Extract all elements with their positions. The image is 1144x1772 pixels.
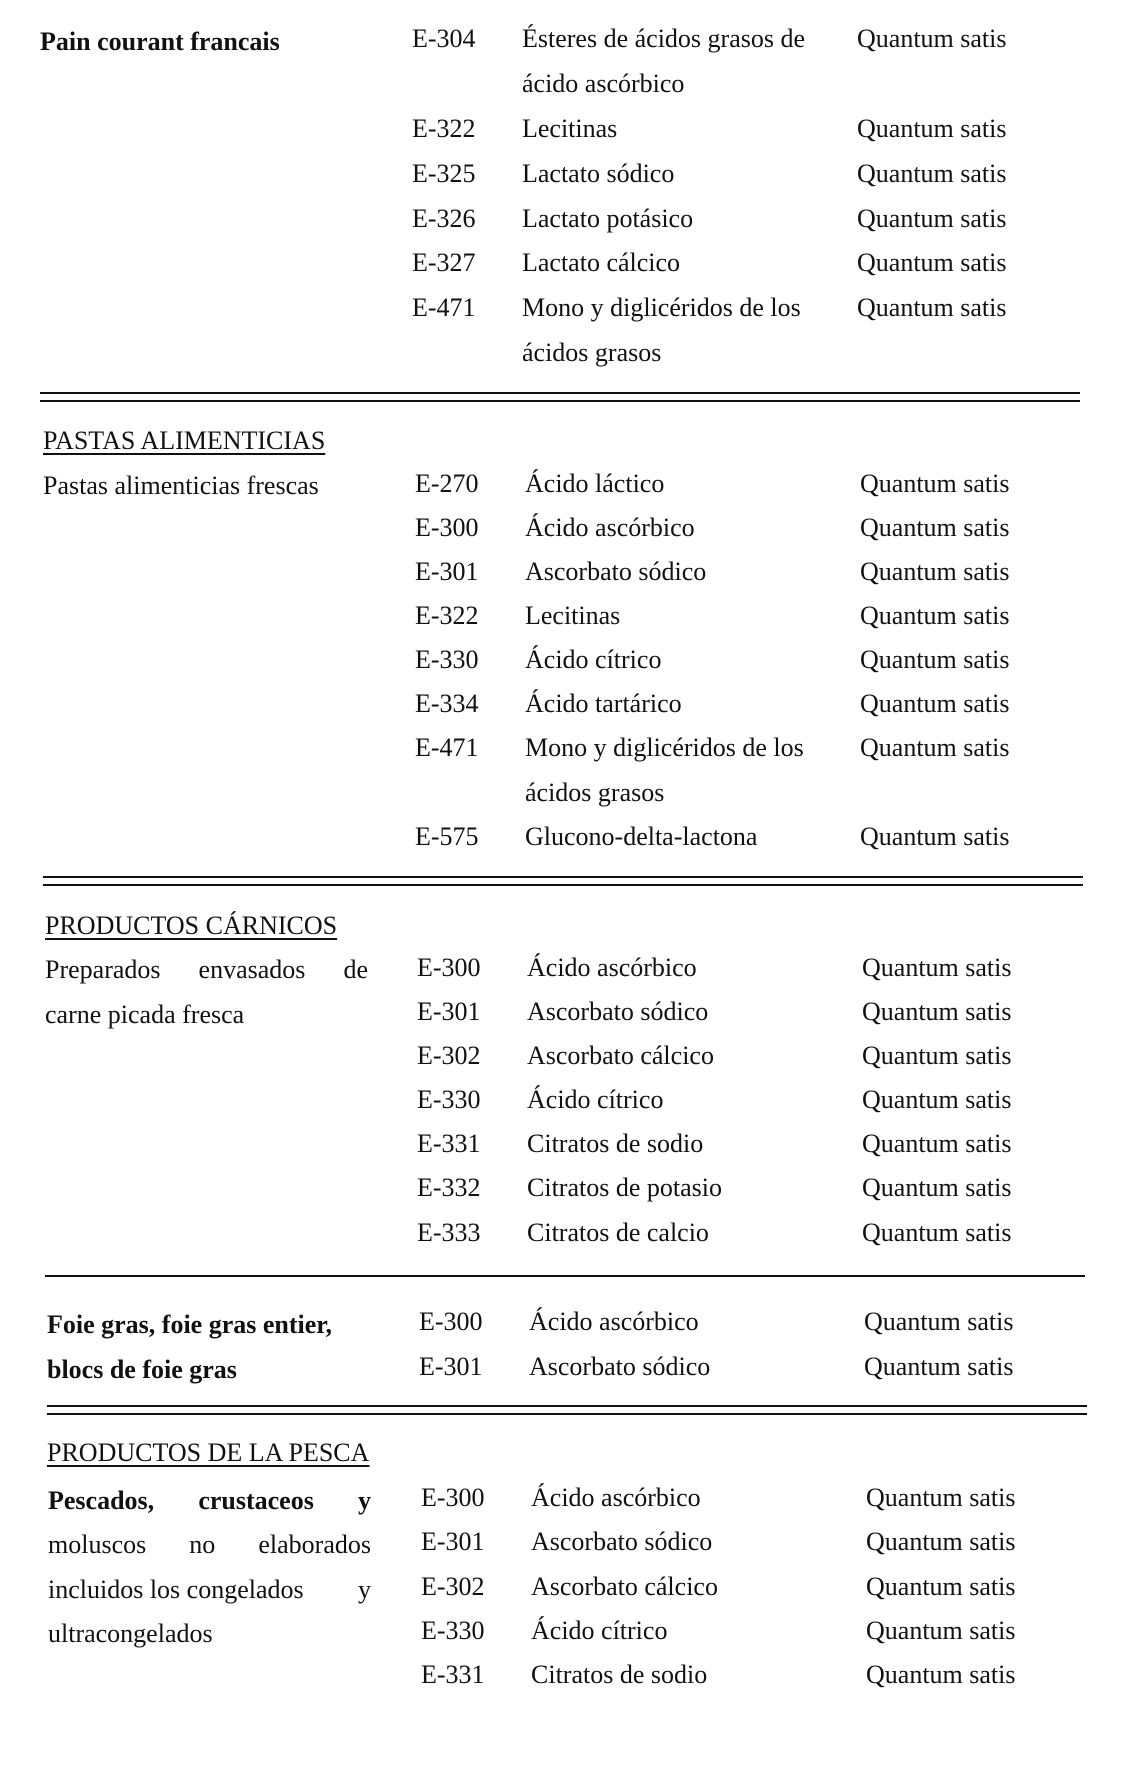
additive-name-continued: ácidos grasos <box>525 778 665 807</box>
additive-name: Ascorbato sódico <box>529 1352 711 1381</box>
additive-code: E-300 <box>417 953 481 982</box>
additive-name-continued: ácido ascórbico <box>522 69 685 98</box>
section-heading: PRODUCTOS CÁRNICOS <box>45 911 338 940</box>
additive-dose: Quantum satis <box>866 1572 1016 1601</box>
additive-dose: Quantum satis <box>860 822 1010 851</box>
additive-dose: Quantum satis <box>857 24 1007 53</box>
additive-code: E-330 <box>421 1616 485 1645</box>
additive-code: E-301 <box>421 1527 485 1556</box>
additive-name: Ácido láctico <box>525 469 665 498</box>
additive-code: E-300 <box>421 1483 485 1512</box>
additive-dose: Quantum satis <box>862 1085 1012 1114</box>
additive-dose: Quantum satis <box>862 953 1012 982</box>
category-word: de <box>343 955 368 984</box>
additive-dose: Quantum satis <box>860 689 1010 718</box>
section-divider <box>47 1405 1087 1415</box>
additive-dose: Quantum satis <box>860 733 1010 762</box>
section-divider <box>45 1275 1085 1277</box>
additive-code: E-301 <box>419 1352 483 1381</box>
additive-dose: Quantum satis <box>862 1173 1012 1202</box>
additive-dose: Quantum satis <box>864 1352 1014 1381</box>
additive-dose: Quantum satis <box>857 293 1007 322</box>
additive-code: E-471 <box>412 293 476 322</box>
additive-name: Lecitinas <box>522 114 618 143</box>
additive-dose: Quantum satis <box>857 159 1007 188</box>
additive-dose: Quantum satis <box>857 248 1007 277</box>
category-label-continued: carne picada fresca <box>45 1000 245 1029</box>
additive-dose: Quantum satis <box>857 204 1007 233</box>
additive-code: E-330 <box>415 645 479 674</box>
category-word: envasados <box>198 955 306 984</box>
additive-name: Citratos de potasio <box>527 1173 722 1202</box>
additive-name: Citratos de sodio <box>527 1129 704 1158</box>
additive-name: Ácido ascórbico <box>529 1307 699 1336</box>
additive-name: Ascorbato sódico <box>527 997 709 1026</box>
additive-name: Ácido ascórbico <box>525 513 695 542</box>
additive-dose: Quantum satis <box>866 1616 1016 1645</box>
section-heading: PRODUCTOS DE LA PESCA <box>47 1438 370 1467</box>
additive-name: Ascorbato cálcico <box>527 1041 714 1070</box>
additive-name: Ascorbato sódico <box>525 557 707 586</box>
additive-name: Citratos de sodio <box>531 1660 708 1689</box>
additive-name: Lactato sódico <box>522 159 675 188</box>
additive-dose: Quantum satis <box>862 1041 1012 1070</box>
additive-code: E-300 <box>415 513 479 542</box>
additive-code: E-471 <box>415 733 479 762</box>
additive-code: E-322 <box>415 601 479 630</box>
additive-code: E-322 <box>412 114 476 143</box>
additive-name: Lactato cálcico <box>522 248 681 277</box>
additive-name: Lecitinas <box>525 601 621 630</box>
additive-code: E-334 <box>415 689 479 718</box>
additive-dose: Quantum satis <box>860 645 1010 674</box>
category-label-continued <box>48 1575 371 1605</box>
category-word: crustaceos <box>198 1486 314 1515</box>
additive-code: E-302 <box>421 1572 485 1601</box>
additive-code: E-301 <box>415 557 479 586</box>
additive-dose: Quantum satis <box>860 557 1010 586</box>
additive-name: Glucono-delta-lactona <box>525 822 758 851</box>
additive-code: E-325 <box>412 159 476 188</box>
additive-dose: Quantum satis <box>862 997 1012 1026</box>
additive-code: E-331 <box>417 1129 481 1158</box>
additive-name: Lactato potásico <box>522 204 694 233</box>
additive-dose: Quantum satis <box>864 1307 1014 1336</box>
additive-code: E-326 <box>412 204 476 233</box>
additive-name: Ésteres de ácidos grasos de <box>522 24 806 53</box>
additive-name: Ácido cítrico <box>527 1085 664 1114</box>
additive-name: Ascorbato cálcico <box>531 1572 718 1601</box>
additive-code: E-332 <box>417 1173 481 1202</box>
additive-code: E-327 <box>412 248 476 277</box>
category-label: Pastas alimenticias frescas <box>43 471 319 500</box>
additive-dose: Quantum satis <box>866 1527 1016 1556</box>
additive-code: E-331 <box>421 1660 485 1689</box>
additive-dose: Quantum satis <box>860 469 1010 498</box>
category-label-continued <box>48 1530 371 1560</box>
category-label: Pain courant francais <box>40 27 280 56</box>
additive-code: E-270 <box>415 469 479 498</box>
category-label: Foie gras, foie gras entier, <box>47 1310 332 1339</box>
category-word: Preparados <box>45 955 161 984</box>
additive-code: E-333 <box>417 1218 481 1247</box>
additive-name: Ácido cítrico <box>531 1616 668 1645</box>
additive-code: E-575 <box>415 822 479 851</box>
category-word: y <box>358 1486 371 1515</box>
additive-code: E-304 <box>412 24 476 53</box>
category-word: Pescados, <box>48 1486 155 1515</box>
additive-dose: Quantum satis <box>862 1218 1012 1247</box>
category-word: elaborados <box>258 1530 371 1559</box>
additive-dose: Quantum satis <box>862 1129 1012 1158</box>
category-label-continued: ultracongelados <box>48 1619 213 1648</box>
category-label-continued: blocs de foie gras <box>47 1355 237 1384</box>
section-divider <box>40 392 1080 402</box>
additive-dose: Quantum satis <box>860 601 1010 630</box>
additive-name: Ácido tartárico <box>525 689 682 718</box>
additive-code: E-300 <box>419 1307 483 1336</box>
additive-dose: Quantum satis <box>866 1483 1016 1512</box>
additive-dose: Quantum satis <box>860 513 1010 542</box>
additive-dose: Quantum satis <box>857 114 1007 143</box>
category-word: no <box>189 1530 216 1559</box>
additive-name-continued: ácidos grasos <box>522 338 662 367</box>
additive-code: E-330 <box>417 1085 481 1114</box>
category-word: moluscos <box>48 1530 147 1559</box>
additive-dose: Quantum satis <box>866 1660 1016 1689</box>
category-word: incluidos los congelados <box>48 1575 304 1604</box>
additive-name: Ácido ascórbico <box>531 1483 701 1512</box>
section-heading: PASTAS ALIMENTICIAS <box>43 426 326 455</box>
category-label <box>45 955 368 985</box>
additive-code: E-301 <box>417 997 481 1026</box>
category-word: y <box>358 1575 371 1604</box>
section-divider <box>43 876 1083 886</box>
additive-name: Mono y diglicéridos de los <box>525 733 804 762</box>
additive-name: Ascorbato sódico <box>531 1527 713 1556</box>
additive-name: Mono y diglicéridos de los <box>522 293 801 322</box>
additive-name: Ácido ascórbico <box>527 953 697 982</box>
category-label <box>48 1486 371 1516</box>
additive-code: E-302 <box>417 1041 481 1070</box>
additive-name: Citratos de calcio <box>527 1218 709 1247</box>
additive-name: Ácido cítrico <box>525 645 662 674</box>
